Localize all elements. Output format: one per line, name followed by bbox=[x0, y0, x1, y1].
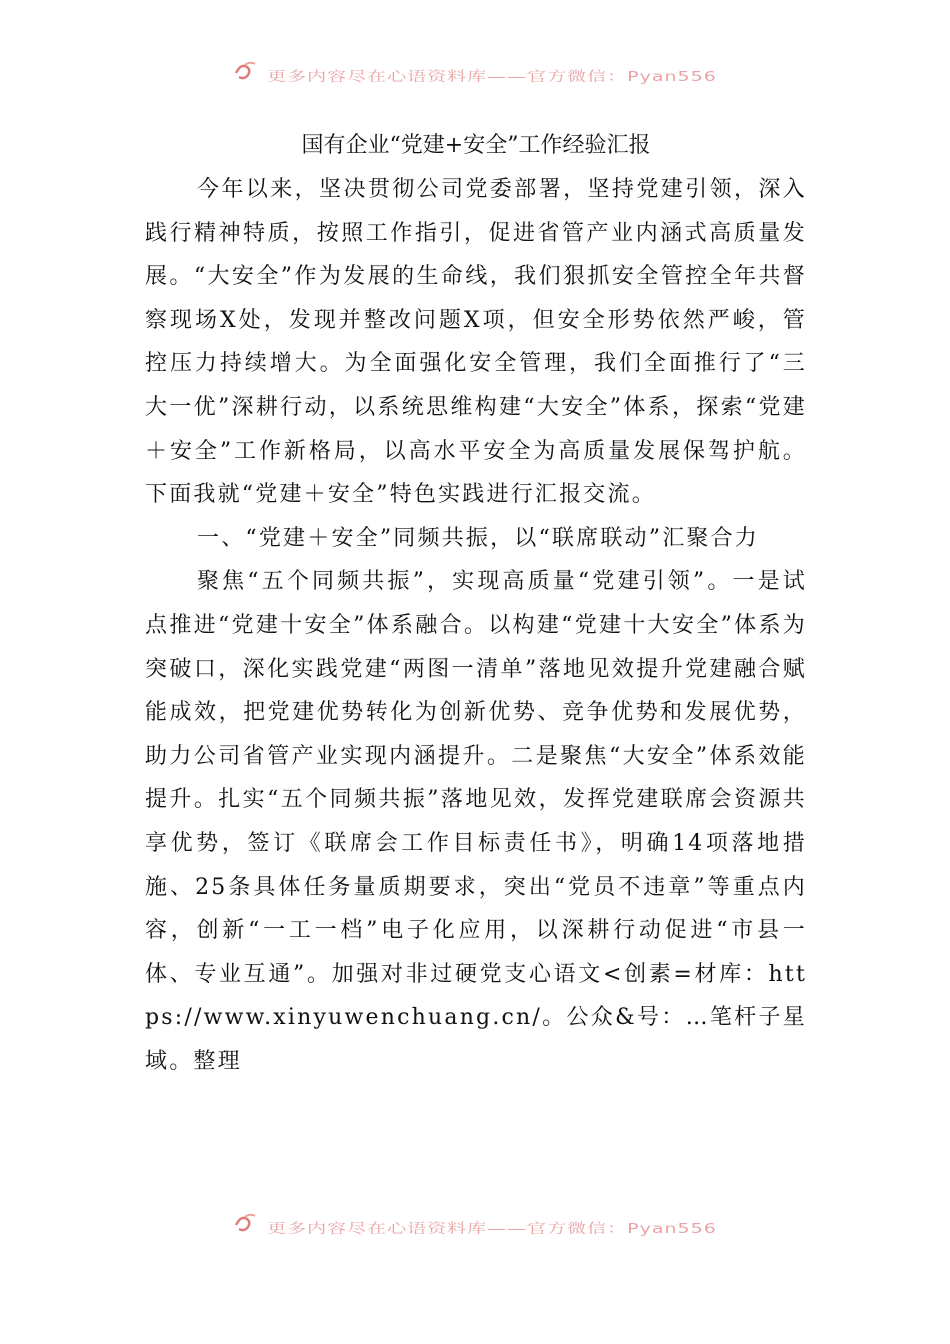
watermark-header bbox=[0, 55, 950, 85]
document-body bbox=[145, 124, 807, 1083]
watermark-text: 更多内容尽在心语资料库——官方微信：Pyan556 bbox=[267, 68, 717, 85]
watermark-logo-icon bbox=[233, 1211, 259, 1233]
watermark-text: 更多内容尽在心语资料库——官方微信：Pyan556 bbox=[267, 1220, 717, 1237]
section-heading-1: 一、“党建＋安全”同频共振，以“联席联动”汇聚合力 bbox=[197, 525, 759, 551]
paragraph-intro: 今年以来，坚决贯彻公司党委部署，坚持党建引领，深入践行精神特质，按照工作指引，促进省管产业内涵式高质量发展。“大安全”作为发展的生命线，我们狠抓安全管控全年共督察现场X处，发现并整改问题X项，但安全形势依然严峻，管控压力持续增大。为全面强化安全管理，我们全面推行了“三大一优”深耕行动，以系统思维构建“大安全”体系，探索“党建＋安全”工作新格局，以高水平安全为高质量发展保驾护航。下面我就“党建＋安全”特色实践进行汇报交流。 bbox=[145, 177, 807, 508]
watermark-footer bbox=[0, 1207, 950, 1237]
paragraph-section-1: 聚焦“五个同频共振”，实现高质量“党建引领”。一是试点推进“党建十安全”体系融合。以构建“党建十大安全”体系为突破口，深化实践党建“两图一清单”落地见效提升党建融合赋能成效，把党建优势转化为创新优势、竞争优势和发展优势，助力公司省管产业实现内涵提升。二是聚焦“大安全”体系效能提升。扎实“五个同频共振”落地见效，发挥党建联席会资源共享优势，签订《联席会工作目标责任书》，明确14项落地措施、25条具体任务量质期要求，突出“党员不违章”等重点内容，创新“一工一档”电子化应用，以深耕行动促进“市县一体、专业互通”。加强对非过硬党支心语文<创素=材库：https://www.xinyuwenchuang.cn/。公众&号：…笔杆子星域。整理 bbox=[145, 569, 807, 1074]
watermark-logo-icon bbox=[233, 59, 259, 81]
document-title: 国有企业“党建+安全”工作经验汇报 bbox=[301, 133, 651, 158]
